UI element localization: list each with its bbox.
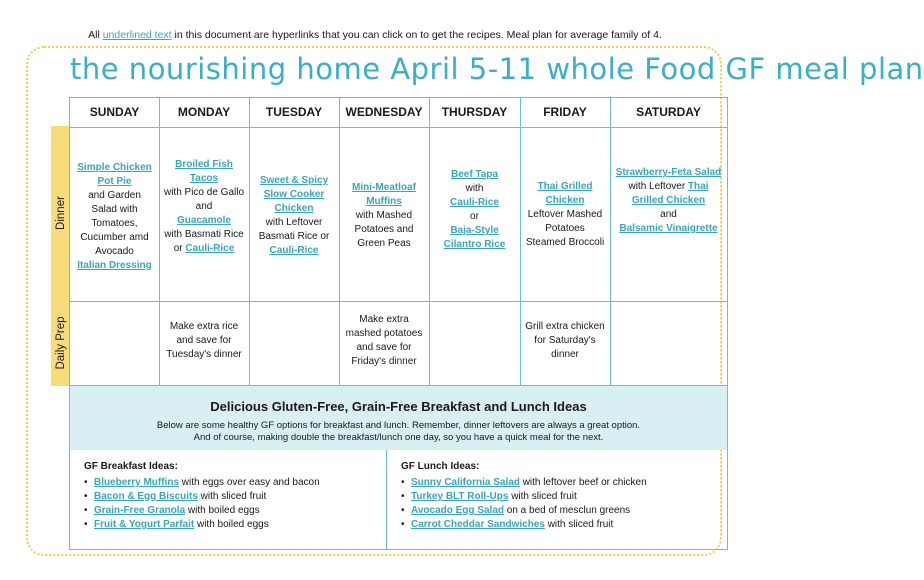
breakfast-ideas [84, 460, 320, 532]
dinner-text: and [660, 209, 677, 220]
prep-friday: Grill extra chicken for Saturday's dinner [525, 321, 605, 360]
recipe-link[interactable]: Strawberry-Feta Salad [615, 167, 722, 178]
day-header-friday: FRIDAY [543, 105, 587, 119]
recipe-link[interactable]: Broiled Fish Tacos [175, 159, 233, 184]
dinner-text: Leftover Mashed Potatoes Steamed Broccoli [525, 209, 605, 248]
list-item [84, 476, 320, 490]
list-item [84, 518, 320, 532]
recipe-link[interactable]: Cauli-Rice [450, 197, 499, 208]
dinner-text: and Garden Salad with Tomatoes, Cucumber amd Avocado [80, 190, 149, 257]
recipe-link[interactable]: Sunny California Salad [411, 477, 520, 488]
dinner-friday [520, 180, 610, 250]
prep-monday: Make extra rice and save for Tuesday's dinner [166, 321, 242, 360]
dinner-saturday [610, 166, 727, 236]
list-item [401, 476, 647, 490]
row-divider [70, 301, 727, 302]
item-text: with sliced fruit [197, 491, 267, 502]
dinner-text: with Mashed Potatoes and Green Peas [354, 210, 414, 249]
ideas-subtitle [70, 420, 727, 444]
ideas-section [69, 386, 728, 550]
item-text: with sliced fruit [544, 519, 614, 530]
list-item [401, 490, 647, 504]
recipe-link[interactable]: Baja-Style Cilantro Rice [443, 225, 506, 250]
item-text: with eggs over easy and bacon [179, 477, 320, 488]
ideas-title: Delicious Gluten-Free, Grain-Free Breakfast and Lunch Ideas [210, 399, 587, 414]
recipe-link[interactable]: Cauli-Rice [185, 243, 235, 254]
meal-plan-grid [69, 97, 728, 386]
list-item [401, 518, 647, 532]
list-item [401, 504, 647, 518]
recipe-link[interactable]: Turkey BLT Roll-Ups [411, 491, 509, 502]
bullet-icon: • [84, 491, 88, 502]
item-text: with boiled eggs [194, 519, 269, 530]
dinner-text: with Pico de Gallo and [163, 187, 245, 212]
row-label-prep-text: Daily Prep [54, 316, 67, 370]
bullet-icon: • [84, 477, 88, 488]
intro-text [0, 29, 750, 41]
day-header-tuesday: TUESDAY [265, 105, 323, 119]
recipe-link[interactable]: Guacamole [177, 215, 231, 226]
recipe-link[interactable]: Cauli-Rice [269, 245, 319, 256]
lunch-ideas [401, 460, 647, 532]
dinner-text: with [465, 183, 484, 194]
day-header-wednesday: WEDNESDAY [345, 105, 423, 119]
intro-suffix: in this document are hyperlinks that you can click on to get the recipes. Meal plan for average family of 4. [171, 29, 662, 41]
dinner-text: with Leftover [628, 181, 686, 192]
item-text: with sliced fruit [508, 491, 577, 502]
dinner-tuesday [249, 174, 339, 258]
day-header-sunday: SUNDAY [89, 105, 140, 119]
bullet-icon: • [84, 519, 88, 530]
dinner-sunday [70, 161, 159, 273]
lunch-heading: GF Lunch Ideas: [401, 461, 480, 472]
recipe-link[interactable]: Thai Grilled Chicken [631, 181, 709, 206]
ideas-banner [70, 386, 727, 450]
dinner-monday [159, 158, 249, 256]
bullet-icon: • [84, 505, 88, 516]
recipe-link[interactable]: Mini-Meatloaf Muffins [352, 182, 416, 207]
ideas-subtitle-line: And of course, making double the breakfast/lunch one day, so you have a quick meal for the next. [193, 432, 604, 443]
bullet-icon: • [401, 505, 405, 516]
ideas-divider [386, 450, 387, 550]
column-divider [610, 98, 611, 385]
recipe-link[interactable]: Italian Dressing [77, 260, 152, 271]
bullet-icon: • [401, 477, 405, 488]
recipe-link[interactable]: Balsamic Vinaigrette [619, 223, 718, 234]
row-label-prep [51, 300, 70, 386]
breakfast-heading: GF Breakfast Ideas: [84, 461, 178, 472]
recipe-link[interactable]: Blueberry Muffins [94, 477, 180, 488]
page-title: the nourishing home April 5-11 whole Food GF meal plan [70, 52, 924, 86]
recipe-link[interactable]: Beef Tapa [450, 169, 499, 180]
day-header-saturday: SATURDAY [636, 105, 701, 119]
recipe-link[interactable]: Carrot Cheddar Sandwiches [411, 519, 545, 530]
dinner-wednesday [339, 181, 429, 251]
recipe-link[interactable]: Sweet & Spicy Slow Cooker Chicken [259, 175, 329, 214]
day-header-monday: MONDAY [177, 105, 231, 119]
recipe-link[interactable]: Avocado Egg Salad [411, 505, 504, 516]
list-item [84, 504, 320, 518]
intro-prefix: All [88, 29, 103, 41]
dinner-text: or [470, 211, 479, 222]
intro-link[interactable]: underlined text [102, 29, 172, 41]
row-label-dinner-text: Dinner [54, 196, 67, 230]
dinner-text: with Leftover Basmati Rice or [258, 217, 330, 242]
recipe-link[interactable]: Simple Chicken Pot Pie [77, 162, 152, 187]
list-item [84, 490, 320, 504]
item-text: on a bed of mesclun greens [503, 505, 631, 516]
bullet-icon: • [401, 519, 405, 530]
dinner-text: with Basmati Rice or [164, 229, 244, 254]
day-header-thursday: THURSDAY [441, 105, 508, 119]
prep-wednesday: Make extra mashed potatoes and save for Friday's dinner [345, 314, 423, 367]
ideas-subtitle-line: Below are some healthy GF options for breakfast and lunch. Remember, dinner leftovers are always a great option. [156, 420, 641, 431]
row-label-dinner [51, 126, 70, 300]
item-text: with boiled eggs [185, 505, 260, 516]
dinner-thursday [429, 168, 520, 252]
recipe-link[interactable]: Grain-Free Granola [94, 505, 186, 516]
recipe-link[interactable]: Thai Grilled Chicken [537, 181, 593, 206]
recipe-link[interactable]: Bacon & Egg Biscuits [94, 491, 198, 502]
item-text: with leftover beef or chicken [519, 477, 647, 488]
bullet-icon: • [401, 491, 405, 502]
recipe-link[interactable]: Fruit & Yogurt Parfait [94, 519, 195, 530]
day-header-row [70, 98, 727, 128]
